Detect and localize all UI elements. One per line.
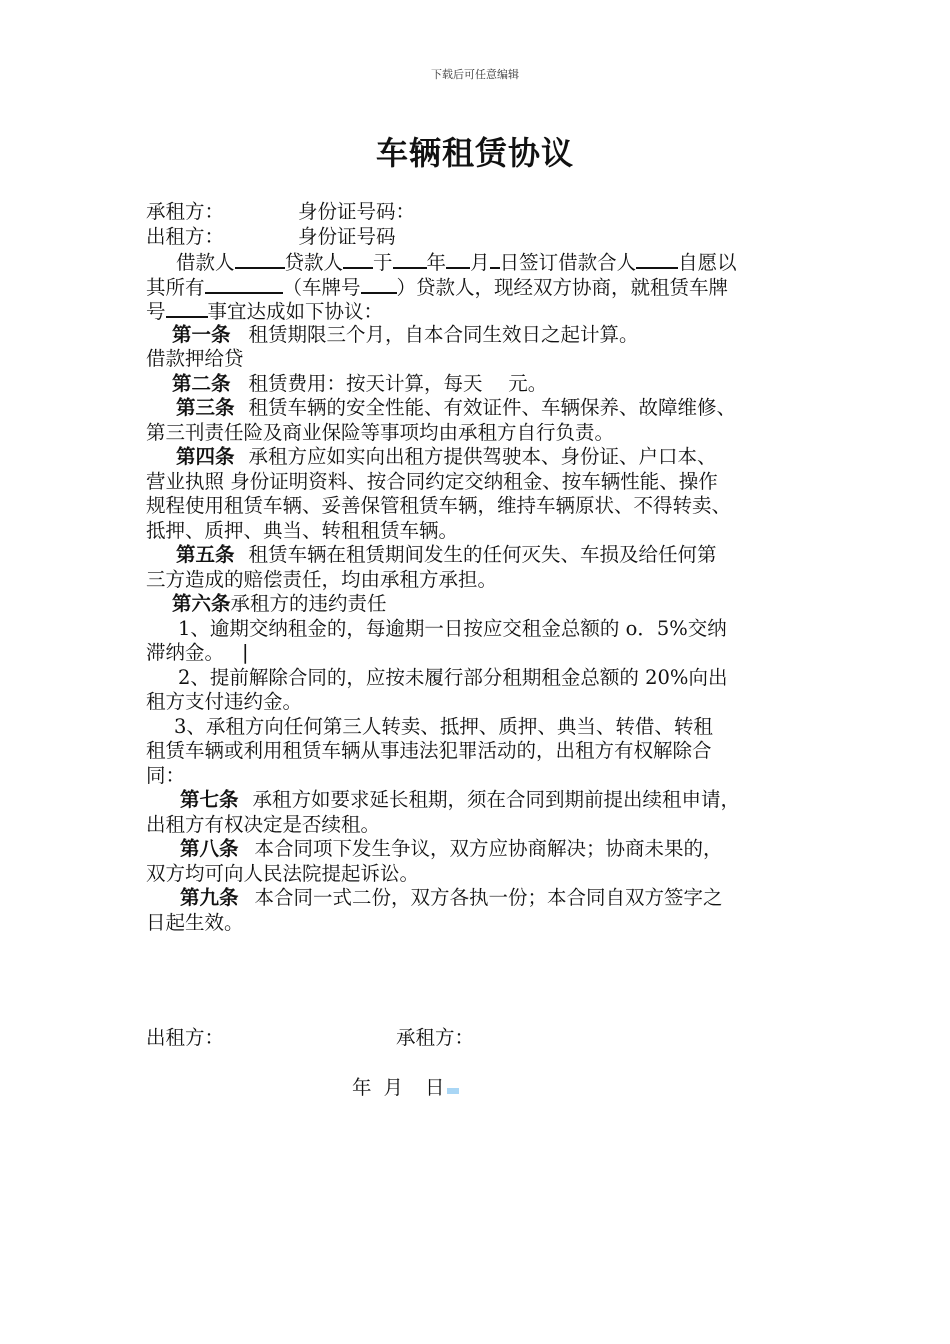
article-6-item-2-line-2	[146, 690, 811, 715]
lessor-line	[146, 225, 811, 250]
document-body	[146, 200, 811, 935]
date-month: 月	[383, 1076, 404, 1099]
article-2	[146, 372, 811, 397]
item-text: 2、提前解除合同的，应按未履行部分租期租金总额的 20%向出	[178, 665, 728, 689]
lessee-line	[146, 200, 811, 225]
blank-field	[490, 249, 500, 269]
article-4-line-4	[146, 519, 811, 544]
article-text: 租赁车辆在租赁期间发生的任何灭失、车损及给任何第	[248, 543, 717, 566]
article-1-extra	[146, 347, 811, 372]
intro-text: 贷款人	[284, 251, 344, 274]
article-4-line-2	[146, 470, 811, 495]
item-text: 滞纳金。	[146, 641, 225, 664]
intro-text: 事宜达成如下协议：	[207, 300, 384, 323]
intro-text: 号	[146, 300, 166, 323]
article-text: 本合同一式二份，双方各执一份；本合同自双方签字之	[254, 886, 723, 909]
header-note: 下载后可任意编辑	[431, 68, 519, 81]
article-6-item-1	[146, 617, 811, 642]
intro-text: 年	[426, 251, 447, 274]
article-1	[146, 323, 811, 348]
article-6-item-3	[146, 715, 811, 740]
blank-field	[205, 274, 283, 294]
article-9	[146, 886, 811, 911]
article-heading: 第一条	[172, 322, 231, 346]
article-text: 借款押给贷	[146, 347, 244, 370]
intro-text: 其所有	[146, 275, 205, 299]
article-text: 租赁期限三个月，自本合同生效日之起计算。	[248, 322, 639, 346]
article-6	[146, 592, 811, 617]
intro-text: 日签订借款合人	[499, 251, 637, 274]
article-text: 承租方的违约责任	[230, 592, 387, 615]
article-text: 租赁车辆的安全性能、有效证件、车辆保养、故障维修、	[248, 396, 737, 419]
date-day: 日	[425, 1076, 445, 1099]
article-text: 本合同项下发生争议，双方应协商解决；协商未果的，	[254, 837, 723, 860]
article-text: 第三刊责任险及商业保险等事项均由承租方自行负责。	[146, 420, 615, 444]
article-6-item-1-line-2	[146, 641, 811, 666]
signature-lessee: 承租方：	[396, 1026, 475, 1049]
document-title: 车辆租赁协议	[375, 134, 574, 172]
item-text: 租方支付违约金。	[146, 690, 303, 713]
selection-marker	[447, 1088, 459, 1094]
article-text: 承租方如要求延长租期，须在合同到期前提出续租申请，	[252, 788, 741, 811]
article-3-line-2	[146, 421, 811, 446]
date-year: 年	[352, 1076, 372, 1099]
blank-field	[446, 249, 470, 269]
intro-text: ）贷款人，现经双方协商，就租赁车牌	[396, 275, 729, 299]
article-text: 营业执照 身份证明资料、按合同约定交纳租金、按车辆性能、操作	[146, 469, 718, 493]
blank-field	[636, 249, 678, 269]
item-text: 3、承租方向任何第三人转卖、抵押、质押、典当、转借、转租	[174, 714, 713, 738]
article-6-item-2	[146, 666, 811, 691]
article-heading: 第九条	[180, 886, 239, 909]
article-8	[146, 837, 811, 862]
article-text: 日起生效。	[146, 910, 244, 934]
article-heading: 第二条	[172, 371, 231, 395]
intro-line-1	[146, 249, 811, 274]
blank-field	[393, 249, 427, 269]
blank-field	[166, 298, 208, 318]
item-text: 1、逾期交纳租金的，每逾期一日按应交租金总额的 o．5%交纳	[178, 616, 727, 640]
signature-lessor: 出租方：	[146, 1026, 225, 1049]
blank-field	[343, 249, 373, 269]
intro-text: 月	[470, 251, 490, 274]
article-9-line-2	[146, 911, 811, 936]
item-text: 同：	[146, 763, 186, 787]
intro-line-3	[146, 298, 811, 323]
article-text: 三方造成的赔偿责任，均由承租方承担。	[146, 567, 498, 591]
article-6-item-3-line-3	[146, 764, 811, 789]
intro-text: （车牌号	[282, 275, 361, 299]
blank-field	[235, 249, 285, 269]
article-6-item-3-line-2	[146, 739, 811, 764]
blank-field	[361, 274, 397, 294]
article-heading: 第七条	[180, 788, 239, 811]
article-heading: 第三条	[176, 396, 235, 419]
article-heading: 第五条	[176, 543, 235, 566]
article-4-line-3	[146, 494, 811, 519]
article-7-line-2	[146, 813, 811, 838]
article-heading: 第四条	[176, 445, 235, 468]
lessor-label: 出租方：	[146, 224, 225, 248]
item-text: 租赁车辆或利用租赁车辆从事违法犯罪活动的，出租方有权解除合	[146, 739, 712, 762]
article-heading: 第八条	[180, 837, 239, 860]
intro-line-2	[146, 274, 811, 299]
article-5-line-2	[146, 568, 811, 593]
article-7	[146, 788, 811, 813]
intro-text: 借款人	[176, 251, 235, 274]
article-4	[146, 445, 811, 470]
id-label: 身份证号码：	[298, 200, 416, 223]
intro-text: 自愿以	[678, 251, 737, 274]
article-text: 出租方有权决定是否续租。	[146, 812, 381, 836]
intro-text: 于	[373, 251, 393, 274]
article-text: 规程使用租赁车辆、妥善保管租赁车辆，维持车辆原状、不得转卖、	[146, 494, 732, 517]
lessee-label: 承租方：	[146, 200, 225, 223]
article-3	[146, 396, 811, 421]
date-line	[352, 1072, 459, 1100]
text-cursor: |	[242, 641, 249, 664]
id-label: 身份证号码	[298, 224, 396, 248]
article-text: 租赁费用：按天计算，每天 元。	[248, 371, 548, 395]
article-text: 抵押、质押、典当、转租租赁车辆。	[146, 518, 459, 542]
article-text: 承租方应如实向出租方提供驾驶本、身份证、户口本、	[248, 445, 717, 468]
article-5	[146, 543, 811, 568]
article-heading: 第六条	[172, 592, 231, 615]
article-text: 双方均可向人民法院提起诉讼。	[146, 861, 420, 885]
article-8-line-2	[146, 862, 811, 887]
